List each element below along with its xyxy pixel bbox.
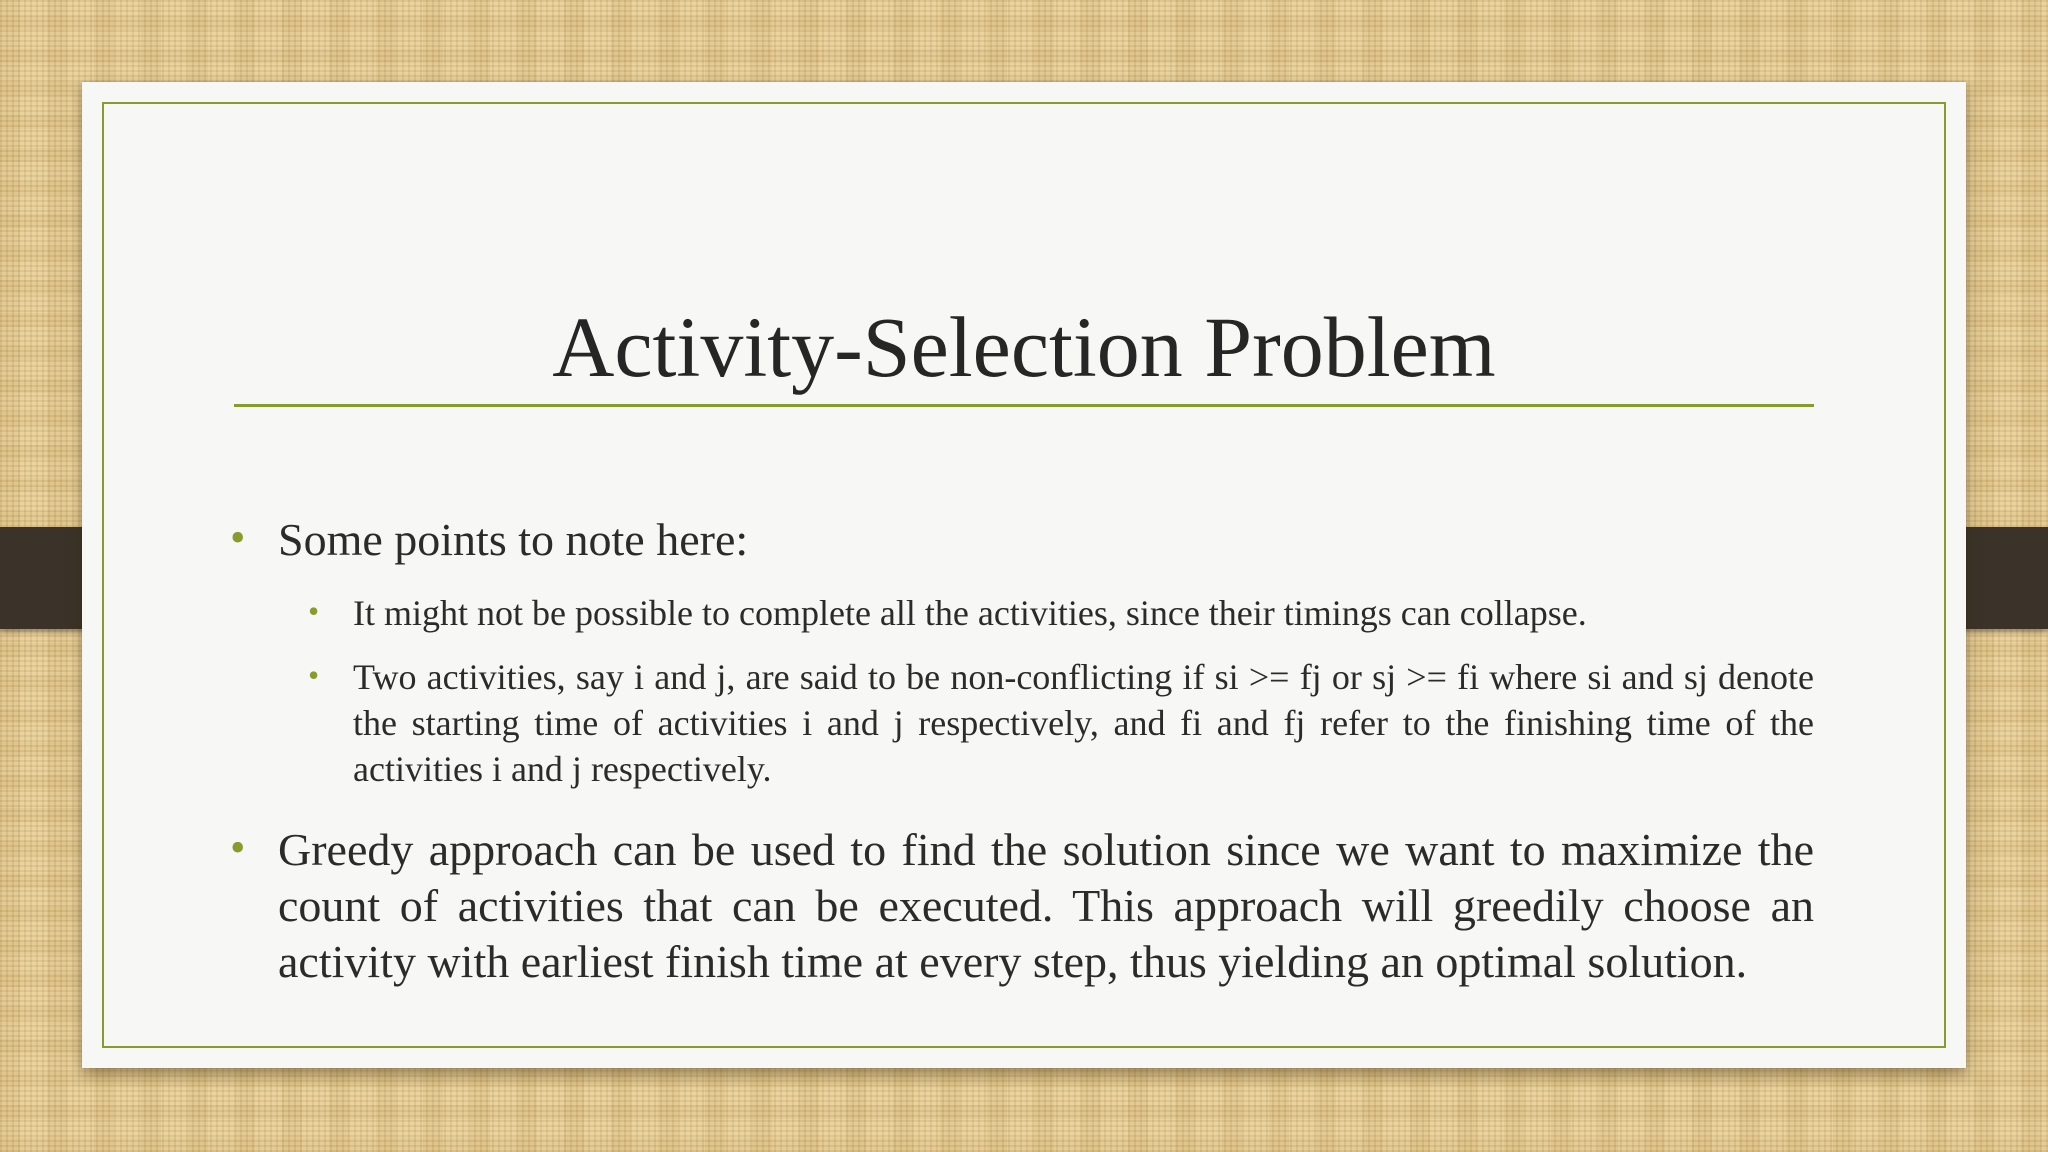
slide-card [82, 82, 1966, 1068]
bullet-dot-icon: • [308, 593, 320, 629]
sub-bullet-item [308, 654, 1814, 792]
slide-content [230, 512, 1814, 990]
bullet-text: Some points to note here: [278, 514, 749, 565]
bullet-item [230, 512, 1814, 568]
bullet-dot-icon: • [308, 657, 320, 693]
bullet-dot-icon: • [230, 513, 246, 562]
slide-title: Activity-Selection Problem [552, 299, 1496, 395]
sub-bullet-text: Two activities, say i and j, are said to be non-conflicting if si >= fj or sj >= fi where si and sj denote the starting time of activities i and j respectively, and fi and fj refer to the finishing time of the activities i and j respectively. [353, 657, 1814, 789]
bullet-item [230, 822, 1814, 990]
sub-bullet-text: It might not be possible to complete all the activities, since their timings can collapse. [353, 593, 1587, 633]
title-divider [234, 404, 1814, 407]
bullet-text: Greedy approach can be used to find the solution since we want to maximize the count of activities that can be executed. This approach will greedily choose an activity with earliest finish time at every step, thus yielding an optimal solution. [278, 824, 1814, 987]
sub-bullet-item [308, 590, 1814, 636]
bullet-dot-icon: • [230, 823, 246, 872]
